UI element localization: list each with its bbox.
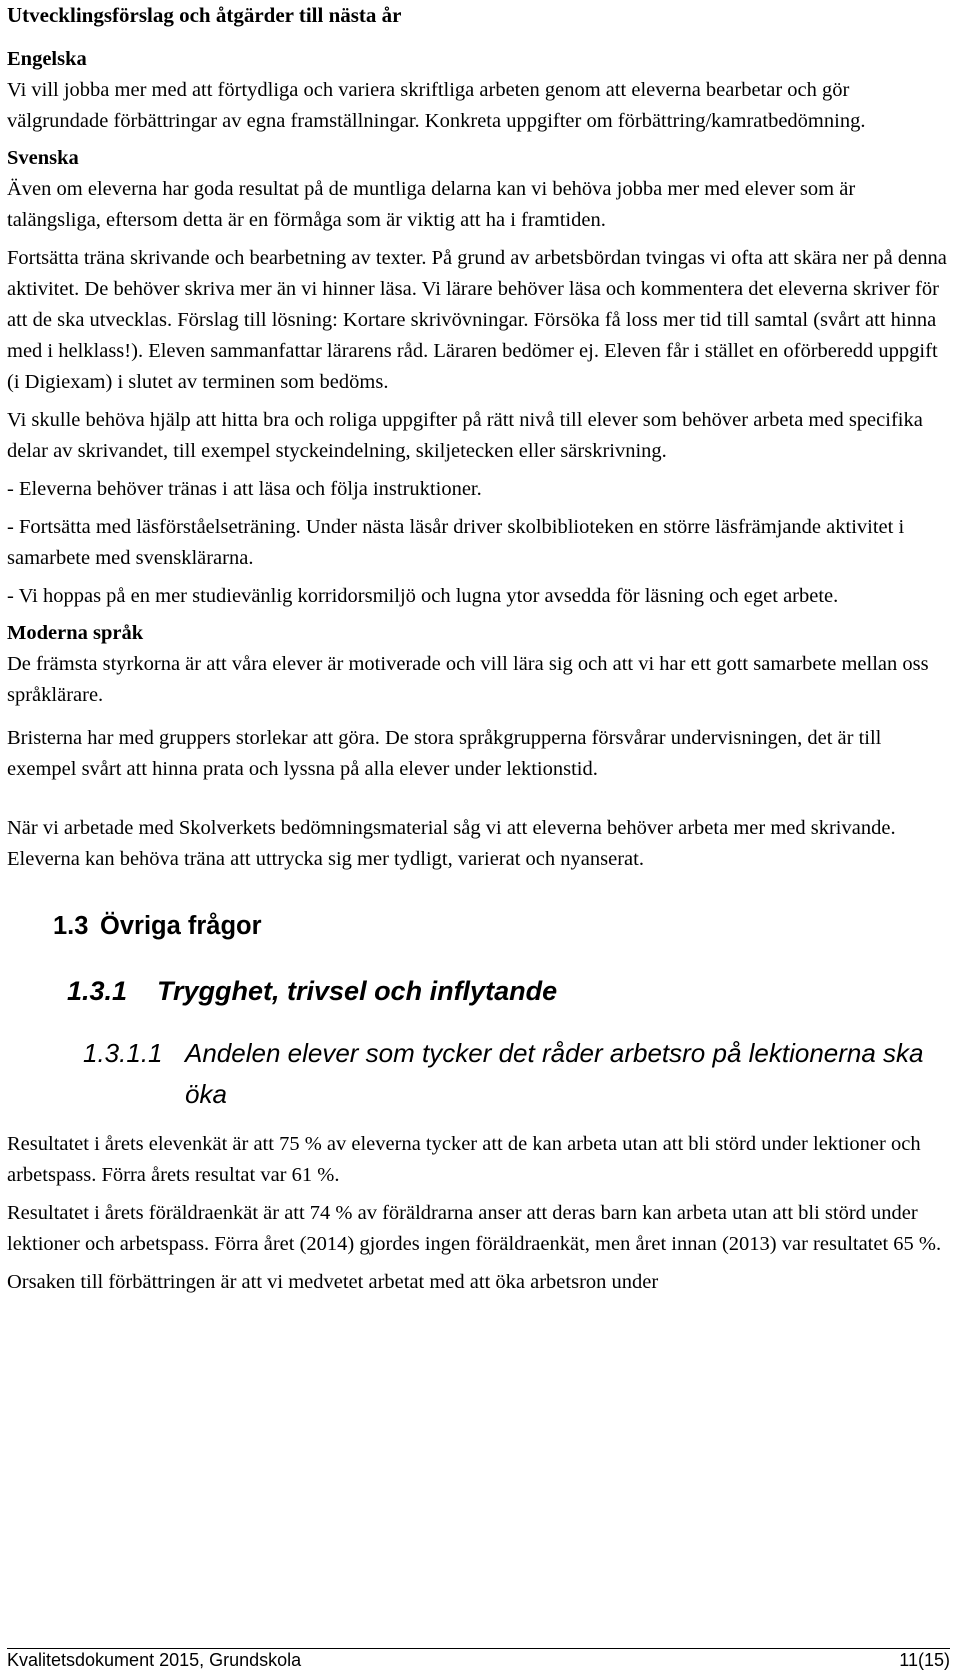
page-footer (7, 1650, 950, 1670)
heading-number: 1.3.1.1 (83, 1038, 163, 1068)
moderna-sprak-heading: Moderna språk (7, 622, 144, 644)
heading-text: Andelen elever som tycker det råder arbetsro på lektionerna ska öka (185, 1038, 924, 1109)
heading-level-3 (67, 975, 950, 1007)
engelska-section (7, 44, 950, 137)
svenska-paragraph: - Eleverna behöver tränas i att läsa och följa instruktioner. (7, 478, 482, 500)
result-paragraph: Resultatet i årets elevenkät är att 75 % av eleverna tycker att de kan arbeta utan att bli störd under lektioner och arbetspass. Förra årets resultat var 61 %. (7, 1133, 921, 1186)
moderna-sprak-section (7, 618, 950, 875)
result-paragraph: Orsaken till förbättringen är att vi medvetet arbetat med att öka arbetsron under (7, 1271, 659, 1293)
heading-level-4 (83, 1033, 950, 1115)
section-title: Utvecklingsförslag och åtgärder till nästa år (7, 3, 402, 27)
footer-document-title: Kvalitetsdokument 2015, Grundskola (7, 1650, 302, 1670)
heading-text: Övriga frågor (100, 912, 262, 940)
footer-divider (7, 1648, 950, 1649)
svenska-heading: Svenska (7, 147, 79, 169)
svenska-paragraph: Även om eleverna har goda resultat på de muntliga delarna kan vi behöva jobba mer med elever som är talängsliga, eftersom detta är en förmåga som är viktig att ha i framtiden. (7, 178, 856, 231)
svenska-paragraph: - Fortsätta med läsförståelseträning. Under nästa läsår driver skolbiblioteken en större läsfrämjande aktivitet i samarbete med svensklärarna. (7, 516, 905, 569)
moderna-sprak-paragraph: När vi arbetade med Skolverkets bedömningsmaterial såg vi att eleverna behöver arbeta mer med skrivande. Eleverna kan behöva träna att uttrycka sig mer tydligt, varierat och nyanserat. (7, 817, 896, 870)
footer-page-number: 11(15) (899, 1650, 950, 1670)
svenska-paragraph: - Vi hoppas på en mer studievänlig korridorsmiljö och lugna ytor avsedda för läsning och eget arbete. (7, 585, 839, 607)
heading-text: Trygghet, trivsel och inflytande (157, 976, 558, 1006)
svenska-paragraph: Fortsätta träna skrivande och bearbetning av texter. På grund av arbetsbördan tvingas vi ofta att skära ner på denna aktivitet. De behöver skriva mer än vi hinner läsa. Vi lärare behöver läsa och kommentera det eleverna skriver för att de ska utvecklas. Förslag till lösning: Kortare skrivövningar. Försöka få loss mer tid till samtal (svårt att hinna med i helklass!). Eleven sammanfattar lärarens råd. Läraren bedömer ej. Eleven får i stället en oförberedd uppgift (i Digiexam) i slutet av terminen som bedöms. (7, 247, 947, 393)
heading-number: 1.3.1 (67, 976, 128, 1006)
svenska-section (7, 143, 950, 612)
result-paragraph: Resultatet i årets föräldraenkät är att 74 % av föräldrarna anser att deras barn kan arbeta utan att bli störd under lektioner och arbetspass. Förra året (2014) gjordes ingen föräldraenkät, men året innan (2013) var resultatet 65 %. (7, 1202, 942, 1255)
engelska-text: Vi vill jobba mer med att förtydliga och variera skriftliga arbeten genom att eleverna bearbetar och gör välgrundade förbättringar av egna framställningar. Konkreta uppgifter om förbättring/kamratbedömning. (7, 79, 866, 132)
heading-level-2 (53, 911, 950, 941)
svenska-paragraph: Vi skulle behöva hjälp att hitta bra och roliga uppgifter på rätt nivå till elever som behöver arbeta med specifika delar av skrivandet, till exempel styckeindelning, skiljetecken eller särskrivning. (7, 409, 923, 462)
engelska-heading: Engelska (7, 48, 87, 70)
heading-number: 1.3 (53, 912, 89, 940)
moderna-sprak-paragraph: Bristerna har med gruppers storlekar att göra. De stora språkgrupperna försvårar undervisningen, det är till exempel svårt att hinna prata och lyssna på alla elever under lektionstid. (7, 727, 882, 780)
moderna-sprak-paragraph: De främsta styrkorna är att våra elever är motiverade och vill lära sig och att vi har ett gott samarbete mellan oss språklärare. (7, 653, 929, 706)
